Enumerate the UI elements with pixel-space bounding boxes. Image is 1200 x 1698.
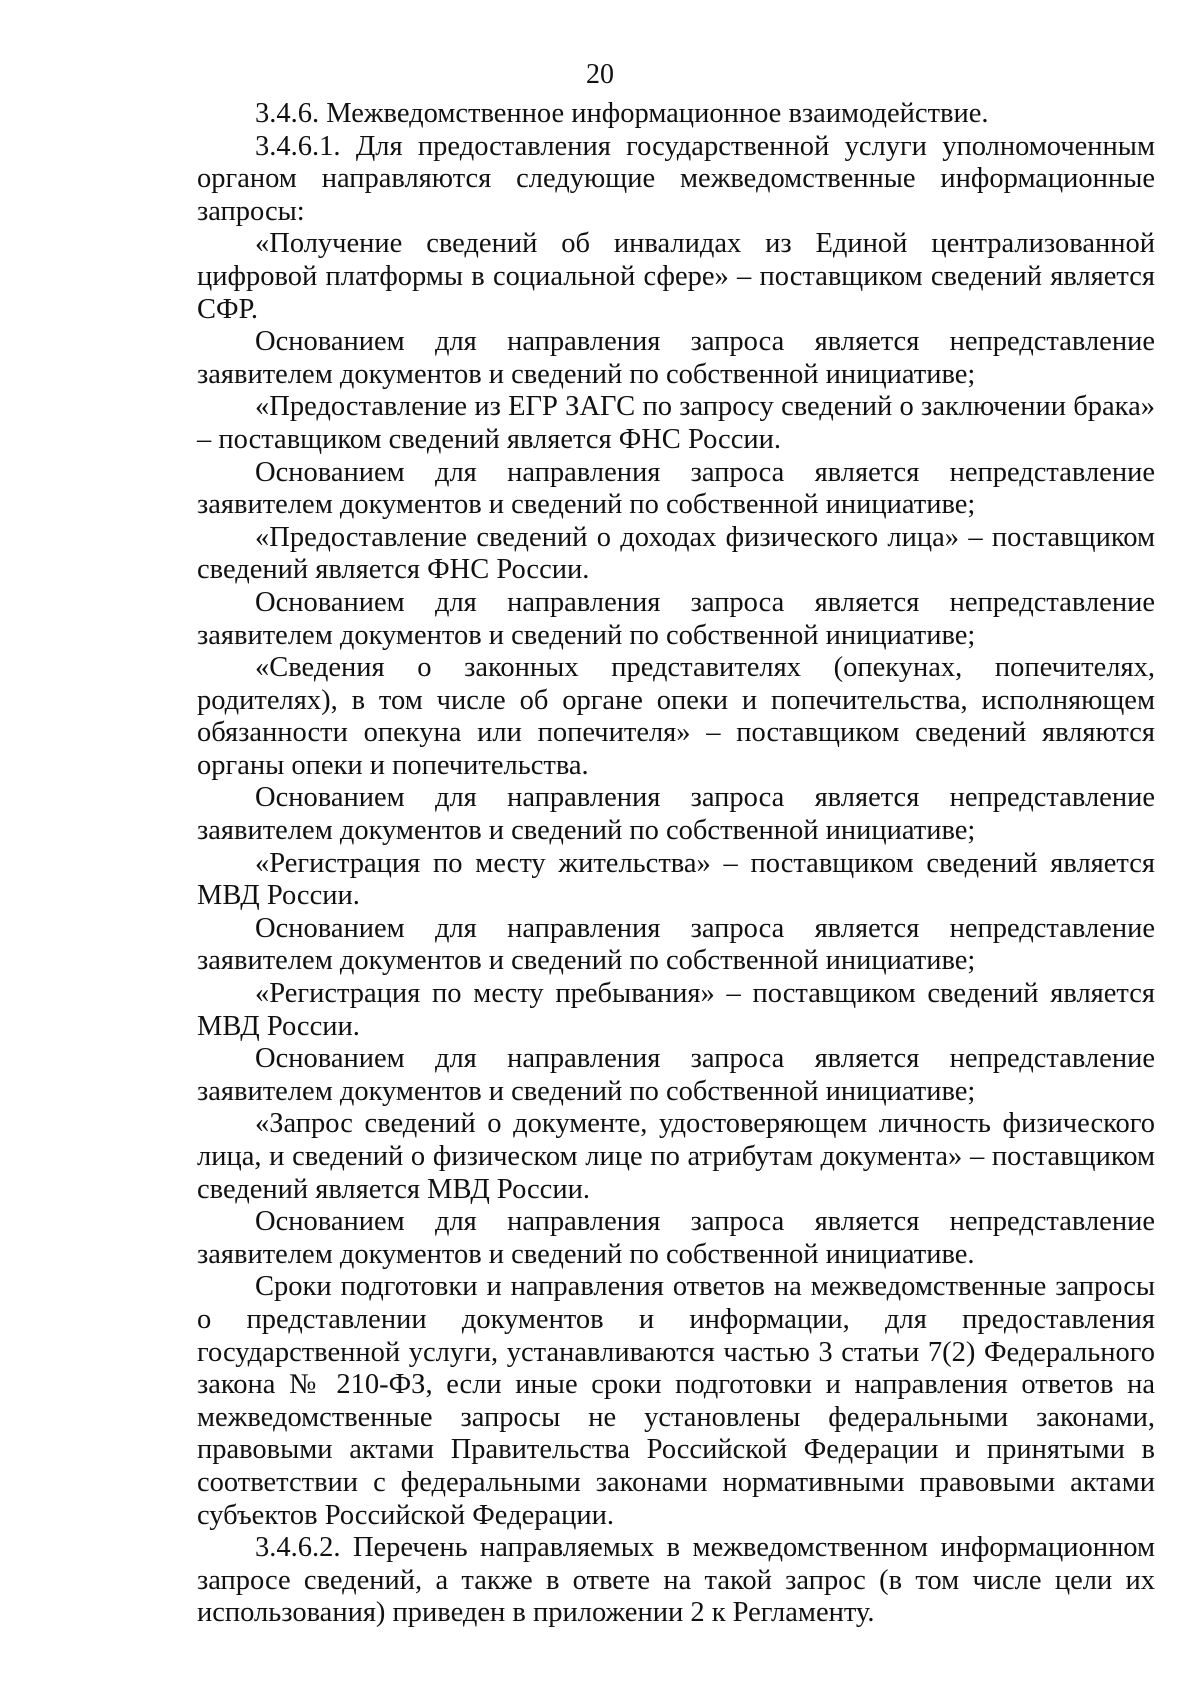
section-heading: 3.4.6. Межведомственное информационное взаимодействие. [255, 98, 989, 129]
paragraph: Основанием для направления запроса является непредставление заявителем документов и сведений по собственной инициативе; [197, 912, 1155, 977]
paragraph: Основанием для направления запроса является непредставление заявителем документов и сведений по собственной инициативе; [197, 586, 1155, 651]
paragraph: Основанием для направления запроса является непредставление заявителем документов и сведений по собственной инициативе; [197, 1043, 1155, 1107]
paragraph: Сроки подготовки и направления ответов на межведомственные запросы о представлении документов и информации, для предоставления государственной услуги, устанавливаются частью 3 статьи 7(2) Федерального закона № 210-ФЗ, если иные сроки подготовки и направления ответов на межведомственные запросы не установлены федеральными законами, правовыми актами Правительства Российской Федерации и принятыми в соответствии с федеральными законами нормативными правовыми актами субъектов Российской Федерации. [197, 1271, 1155, 1531]
paragraph: «Сведения о законных представителях (опекунах, попечителях, родителях), в том числе об органе опеки и попечительства, исполняющем обязанности опекуна или попечителя» – поставщиком сведений являются органы опеки и попечительства. [197, 652, 1155, 781]
document-body [197, 98, 1155, 1630]
paragraph: Основанием для направления запроса является непредставление заявителем документов и сведений по собственной инициативе. [197, 1206, 1155, 1270]
paragraph: 3.4.6.1. Для предоставления государственной услуги уполномоченным органом направляются следующие межведомственные информационные запросы: [197, 130, 1155, 227]
paragraph: 3.4.6.2. Перечень направляемых в межведомственном информационном запросе сведений, а также в ответе на такой запрос (в том числе цели их использования) приведен в приложении 2 к Регламенту. [197, 1532, 1155, 1629]
paragraph: Основанием для направления запроса является непредставление заявителем документов и сведений по собственной инициативе; [197, 326, 1155, 390]
paragraph: «Предоставление из ЕГР ЗАГС по запросу сведений о заключении брака» – поставщиком сведений является ФНС России. [197, 391, 1155, 455]
paragraph: Основанием для направления запроса является непредставление заявителем документов и сведений по собственной инициативе; [197, 456, 1155, 521]
paragraph: «Запрос сведений о документе, удостоверяющем личность физического лица, и сведений о физическом лице по атрибутам документа» – поставщиком сведений является МВД России. [197, 1108, 1155, 1205]
page-number: 20 [586, 59, 614, 90]
paragraph: «Регистрация по месту жительства» – поставщиком сведений является МВД России. [197, 847, 1155, 912]
paragraph: «Регистрация по месту пребывания» – поставщиком сведений является МВД России. [197, 978, 1155, 1042]
paragraph: «Предоставление сведений о доходах физического лица» – поставщиком сведений является ФНС России. [197, 521, 1155, 586]
paragraph: Основанием для направления запроса является непредставление заявителем документов и сведений по собственной инициативе; [197, 782, 1155, 847]
paragraph: «Получение сведений об инвалидах из Единой централизованной цифровой платформы в социальной сфере» – поставщиком сведений является СФР. [197, 228, 1155, 325]
